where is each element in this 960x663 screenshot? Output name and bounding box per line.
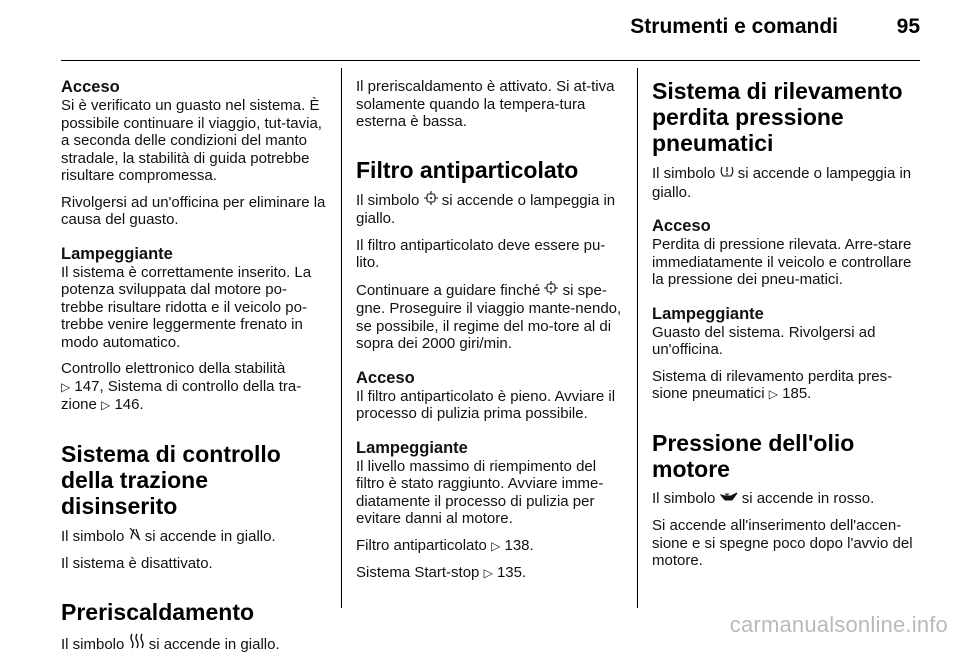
paragraph: Perdita di pressione rilevata. Arre-stare immediatamente il veicolo e controllare la pressione dei pneu-matici. (652, 236, 912, 288)
tyre-pressure-icon (720, 164, 734, 184)
text: Controllo elettronico della stabilità (61, 360, 286, 377)
paragraph: Si è verificato un guasto nel sistema. È possibile continuare il viaggio, tut-tavia, a seconda delle condizioni del manto stradale, la stabilità di guida potrebbe risultare compromessa. (61, 97, 322, 184)
text: Continuare a guidare finché (356, 281, 541, 299)
page-ref[interactable]: 138. (504, 536, 534, 554)
section-heading-tpms: Sistema di rilevamento perdita pressione pneumatici (652, 78, 903, 156)
page-ref-arrow-icon: ▷ (491, 538, 501, 553)
paragraph (652, 490, 922, 509)
column-2 (356, 78, 624, 592)
paragraph: Guasto del sistema. Rivolgersi ad un'officina. (652, 323, 876, 358)
section-heading-filtro-antiparticolato: Filtro antiparticolato (356, 156, 579, 183)
column-divider-2 (637, 68, 638, 608)
oil-can-icon (720, 491, 738, 509)
page-number: 95 (896, 15, 920, 38)
page-ref-arrow-icon: ▷ (101, 398, 111, 412)
column-1 (61, 78, 329, 663)
page-header-title: Strumenti e comandi (630, 15, 838, 38)
section-heading-lampeggiante: Lampeggiante (61, 244, 173, 263)
paragraph: Il sistema è correttamente inserito. La potenza sviluppata dal motore po-trebbe risultare ridotta e il veicolo po-trebbe venire leggermente frenato in modo automatico. (61, 263, 312, 351)
paragraph: Rivolgersi ad un'officina per eliminare la causa del guasto. (61, 193, 326, 228)
section-heading-acceso: Acceso (61, 78, 120, 96)
page-ref[interactable]: 146. (114, 396, 144, 413)
text: si accende in rosso. (741, 489, 875, 507)
page-ref-arrow-icon: ▷ (768, 387, 778, 401)
paragraph: Il filtro antiparticolato deve essere pu-lito. (356, 236, 606, 271)
column-3 (652, 78, 922, 579)
page-ref-arrow-icon: ▷ (483, 566, 493, 580)
page-ref[interactable]: 147 (74, 377, 100, 395)
page-ref[interactable]: 185. (782, 385, 812, 402)
glow-plug-icon (129, 633, 145, 655)
text: si spe-gne. Proseguire il viaggio mante-nendo, se possibile, il regime del mo-tore al di sopra dei 2000 giri/min. (356, 281, 622, 352)
paragraph (356, 191, 624, 228)
paragraph (356, 564, 624, 583)
paragraph (61, 633, 329, 655)
text: Sistema di rilevamento perdita pres-sione pneumatici (652, 367, 893, 402)
paragraph (652, 368, 922, 404)
section-heading-acceso: Acceso (652, 217, 711, 235)
text: Il simbolo (652, 165, 716, 182)
paragraph (652, 164, 922, 201)
section-heading-acceso: Acceso (356, 368, 415, 387)
text: Il simbolo (61, 635, 125, 653)
text: si accende in giallo. (144, 527, 276, 545)
page-ref[interactable]: 135. (496, 564, 527, 581)
paragraph: Il sistema è disattivato. (61, 555, 213, 572)
column-divider-1 (341, 68, 342, 608)
paragraph: Si accende all'inserimento dell'accen-sione e si spegne poco dopo l'avvio del motore. (652, 517, 913, 569)
text: Il simbolo (61, 527, 125, 545)
traction-control-off-icon (129, 527, 141, 547)
paragraph (356, 537, 624, 556)
particulate-filter-icon (424, 191, 438, 211)
text: si accende o lampeggia in giallo. (356, 191, 616, 227)
particulate-filter-icon (544, 281, 558, 301)
paragraph: Il filtro antiparticolato è pieno. Avviare il processo di pulizia prima possibile. (356, 387, 616, 422)
text: Il simbolo (356, 191, 420, 209)
page-ref-arrow-icon: ▷ (61, 379, 71, 394)
text: Filtro antiparticolato (356, 536, 487, 554)
paragraph (356, 281, 624, 353)
paragraph (61, 360, 329, 415)
section-heading-lampeggiante: Lampeggiante (652, 304, 764, 323)
paragraph: Il livello massimo di riempimento del filtro è stato raggiunto. Avviare imme-diatamente il processo di pulizia per evitare danni al motore. (356, 457, 604, 527)
paragraph (61, 527, 329, 547)
text: Sistema Start-stop (356, 564, 480, 581)
watermark: carmanualsonline.info (729, 612, 948, 637)
section-heading-preriscaldamento: Preriscaldamento (61, 598, 255, 625)
text: si accende o lampeggia in giallo. (652, 165, 912, 201)
header-rule (61, 60, 920, 61)
text: Il simbolo (652, 489, 716, 507)
section-heading-traction-control: Sistema di controllo della trazione disinserito (61, 440, 281, 519)
text: , Sistema di controllo della tra-zione (61, 377, 302, 413)
text: si accende in giallo. (148, 635, 280, 653)
section-heading-lampeggiante: Lampeggiante (356, 438, 468, 457)
section-heading-oil-pressure: Pressione dell'olio motore (652, 429, 855, 482)
paragraph: Il preriscaldamento è attivato. Si at-tiva solamente quando la tempera-tura esterna è bassa. (356, 78, 615, 130)
